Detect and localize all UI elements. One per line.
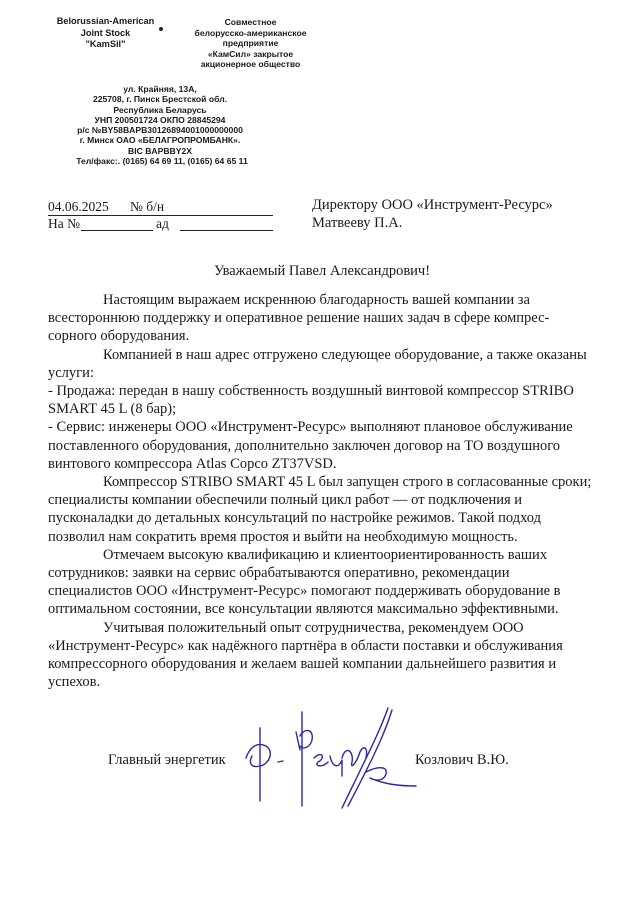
address-line: ул. Крайняя, 13А, xyxy=(123,84,197,94)
addressee-name: Матвееву П.А. xyxy=(312,215,403,231)
company-en-line: Joint Stock xyxy=(80,27,131,38)
letterhead-phone: Тел/факс:. (0165) 64 69 11, (0165) 64 65 11 xyxy=(76,156,248,166)
paragraph: Компрессор STRIBO SMART 45 L был запущен строго в согласованные сроки; специалисты компании обеспечили полный цикл работ — от подключения и пусконаладки до детальных консультаций по настройке режимов. Такой подход позволил нам сократить время простоя и выйти на необходимую мощность. xyxy=(48,474,592,545)
handwritten-signature xyxy=(238,706,418,816)
paragraph: Учитывая положительный опыт сотрудничества, рекомендуем ООО «Инструмент-Ресурс» как надёжного партнёра в области поставки и обслуживания компрессорного оборудования и желаем вашей компании дальнейшего развития и успехов. xyxy=(48,619,563,691)
address-line: 225708, г. Пинск Брестской обл. xyxy=(92,94,228,105)
address-line: BIC BAPBBY2X xyxy=(128,145,192,156)
company-ru-line: предприятие xyxy=(222,38,279,49)
from-label: ад xyxy=(156,216,169,231)
letterhead-company-en xyxy=(48,16,163,51)
greeting: Уважаемый Павел Александрович! xyxy=(213,263,431,279)
letter-body xyxy=(48,291,593,691)
signer-name: Козлович В.Ю. xyxy=(415,752,509,768)
address-line: Республика Беларусь xyxy=(113,104,207,115)
letter-date: 04.06.2025 xyxy=(48,199,109,214)
company-ru-line: Совместное xyxy=(224,17,277,27)
paragraph: Компанией в наш адрес отгружено следующее оборудование, а также оказаны услуги: xyxy=(48,346,587,381)
list-item: - Сервис: инженеры ООО «Инструмент-Ресурс» выполняют плановое обслуживание поставленного оборудования, дополнительно заключен договор на ТО воздушного винтового компрессора Atlas Copco ZT37VSD. xyxy=(48,419,573,472)
reply-to-label: На № xyxy=(48,216,80,231)
paragraph: Настоящим выражаем искреннюю благодарность вашей компании за всестороннюю поддержку и оперативное решение наших задач в сфере компрес-сорного оборудования. xyxy=(48,292,550,345)
paragraph: Отмечаем высокую квалификацию и клиентоориентированность ваших сотрудников: заявки на сервис обрабатываются оперативно, рекомендации специалистов ООО «Инструмент-Ресурс» помогают поддерживать оборудование в оптимальном состоянии, все консультации являются максимально эффективными. xyxy=(48,546,561,618)
address-line: УНП 200501724 ОКПО 28845294 xyxy=(94,114,226,125)
addressee xyxy=(312,196,553,232)
signer-position: Главный энергетик xyxy=(108,752,226,768)
letterhead-company-ru xyxy=(188,17,313,70)
letter-number: № б/н xyxy=(130,199,165,214)
addressee-position: Директору ООО «Инструмент-Ресурс» xyxy=(312,197,553,213)
company-ru-line: «КамСил» закрытое xyxy=(207,48,294,59)
company-ru-line: акционерное общество xyxy=(200,59,301,70)
letterhead-address xyxy=(60,84,260,156)
registration-date-row xyxy=(48,199,273,216)
company-ru-line: белорусско-американское xyxy=(194,27,307,38)
company-en-line: "KamSil" xyxy=(85,39,126,49)
company-en-line: Belorussian-American xyxy=(56,16,155,26)
bullet-dot-icon xyxy=(159,27,163,31)
list-item: - Продажа: передан в нашу собственность воздушный винтовой компрессор STRIBO SMART 45 L (8 бар); xyxy=(48,383,574,418)
reply-number-blank xyxy=(81,230,153,231)
reply-date-blank xyxy=(180,230,273,231)
registration-reply-row xyxy=(48,216,273,232)
address-line: г. Минск ОАО «БЕЛАГРОПРОМБАНК». xyxy=(79,135,241,146)
address-line: р/с №BY58BAPB30126894001000000000 xyxy=(77,125,243,136)
